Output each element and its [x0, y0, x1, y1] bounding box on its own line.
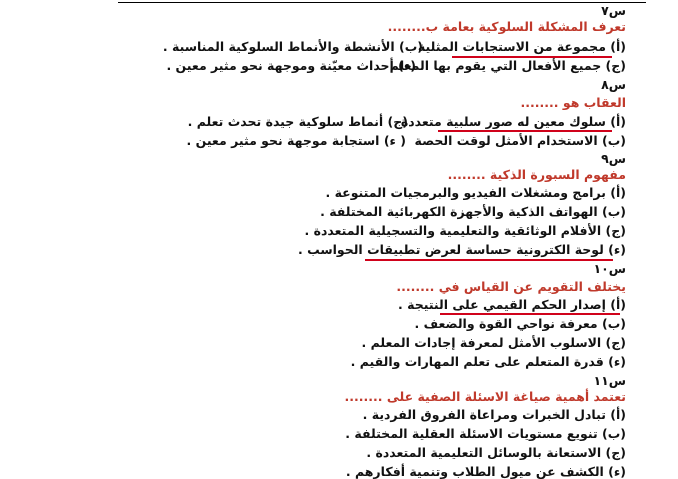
- question-title: يختلف التقويم عن القياس في ........: [396, 279, 626, 294]
- option-a: (أ) تبادل الخبرات ومراعاة الفروق الفردية .: [362, 407, 626, 422]
- answer-underline: [452, 56, 612, 58]
- top-border: [118, 2, 646, 3]
- question-title: العقاب هو ........: [520, 95, 626, 110]
- option-c: (ج) الأفلام الوثائقية والتعليمية والتسجيلية المتعددة .: [304, 223, 626, 238]
- answer-underline: [440, 313, 620, 315]
- question-number: س١١: [593, 373, 626, 388]
- question-title: مفهوم السبورة الذكية ........: [447, 167, 626, 182]
- option-b: (ب) تنويع مستويات الاسئلة العقلية المختلفة .: [345, 426, 626, 441]
- option-d: ( ء) استجابة موجهة نحو مثير معين .: [186, 133, 406, 148]
- option-a: (أ) مجموعة من الاستجابات المثلية: [417, 39, 626, 54]
- answer-underline: [438, 130, 612, 132]
- question-number: س٩: [601, 151, 626, 166]
- option-a: (أ) سلوك معين له صور سلبية متعددة: [400, 114, 626, 129]
- option-d: (ء) أحداث معيّنة وموجهة نحو مثير معين .: [166, 58, 416, 73]
- option-d: (ء) قدرة المتعلم على تعلم المهارات والقيم .: [350, 354, 626, 369]
- option-d: (ء) الكشف عن ميول الطلاب وتنمية أفكارهم .: [345, 464, 626, 479]
- question-number: س٨: [601, 77, 626, 92]
- option-b: (ب) الاستخدام الأمثل لوقت الحصة: [414, 133, 626, 148]
- question-number: س١٠: [593, 261, 626, 276]
- option-b: (ب) الهواتف الذكية والأجهزة الكهربائية المختلفة .: [320, 204, 626, 219]
- question-number: س٧: [601, 3, 626, 18]
- option-b: (ب) الأنشطة والأنماط السلوكية المناسبة .: [162, 39, 423, 54]
- option-a: (أ) إصدار الحكم القيمي على النتيجة .: [398, 297, 626, 312]
- option-c: (ج) الاستعانة بالوسائل التعليمية المتعددة .: [366, 445, 626, 460]
- option-c: (ج) أنماط سلوكية جيدة تحدث تعلم .: [187, 114, 408, 129]
- option-d: (ء) لوحة الكترونية حساسة لعرض تطبيقات الحواسب .: [297, 242, 626, 257]
- option-c: (ج) جميع الأفعال التي يقوم بها المعلم: [389, 58, 626, 73]
- answer-underline: [365, 259, 613, 261]
- option-a: (أ) برامج ومشغلات الفيديو والبرمجيات المتنوعة .: [325, 185, 626, 200]
- question-title: تعرف المشكلة السلوكية بعامة ب........: [387, 19, 626, 34]
- option-c: (ج) الاسلوب الأمثل لمعرفة إجادات المعلم .: [361, 335, 626, 350]
- option-b: (ب) معرفة نواحي القوة والضعف .: [414, 316, 626, 331]
- question-title: تعتمد أهمية صياغة الاسئلة الصفية على ........: [344, 389, 626, 404]
